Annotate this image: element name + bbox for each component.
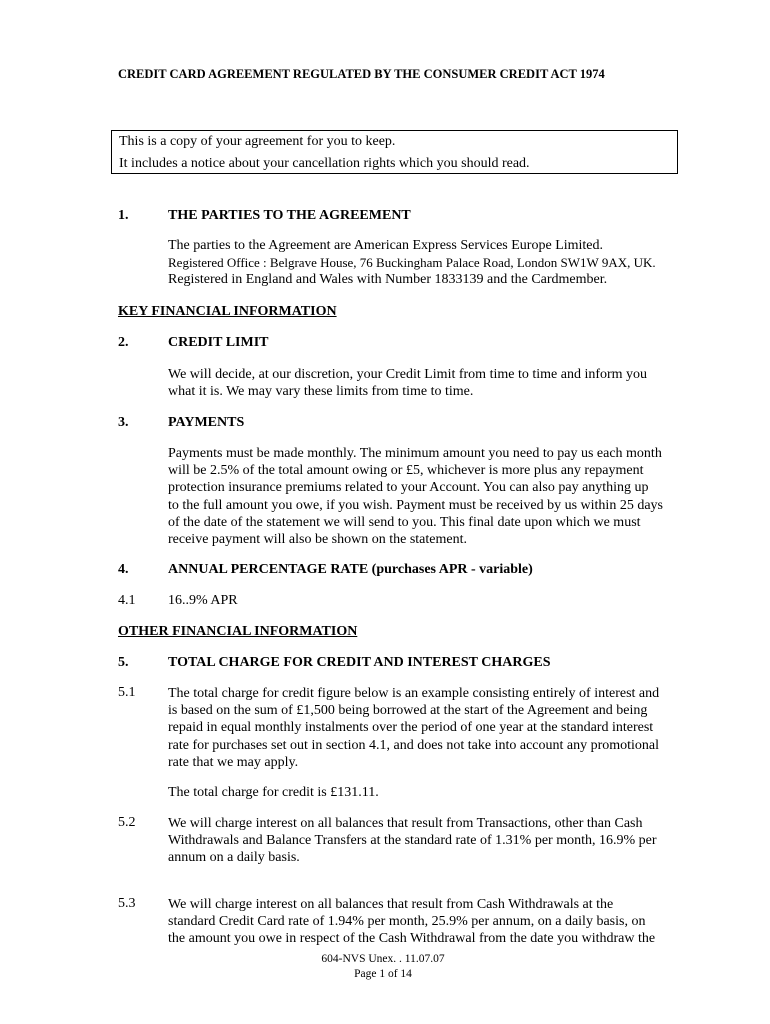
text-line: Payments must be made monthly. The minimum amount you need to pay us each month [168, 446, 662, 461]
page-footer [283, 952, 483, 982]
text-line: rate for purchases set out in section 4.1, and does not take into account any promotional [168, 737, 660, 753]
section-5-3-text [168, 896, 673, 948]
section-2-heading: CREDIT LIMIT [168, 335, 269, 350]
section-5-2-text [168, 815, 673, 867]
text-line: repaid in equal monthly instalments over the period of one year at the standard interest [168, 720, 654, 736]
other-financial-heading: OTHER FINANCIAL INFORMATION [118, 624, 358, 639]
apr-value: 16..9% APR [168, 593, 238, 608]
section-5-number: 5. [118, 655, 129, 670]
section-2-number: 2. [118, 335, 129, 350]
section-5-1-text [168, 685, 673, 771]
key-financial-heading: KEY FINANCIAL INFORMATION [118, 304, 337, 319]
text-line: We will charge interest on all balances that result from Cash Withdrawals at the [168, 897, 614, 912]
section-5-2-number: 5.2 [118, 815, 136, 830]
section-3-text [168, 445, 673, 548]
section-1-number: 1. [118, 208, 129, 223]
text-line: protection insurance premiums related to your Account. You can also pay anything up [168, 480, 649, 496]
text-line: of the date of the statement we will send to you. This final date upon which we must [168, 514, 641, 530]
text-line: annum on a daily basis. [168, 850, 300, 866]
section-4-1-number: 4.1 [118, 593, 136, 608]
text-line: The total charge for credit figure below is an example consisting entirely of interest and [168, 686, 660, 701]
text-line: rate that we may apply. [168, 754, 299, 770]
text-line: will be 2.5% of the total amount owing or £5, whichever is more plus any repayment [168, 463, 644, 479]
text-line: Registered Office : Belgrave House, 76 Buckingham Palace Road, London SW1W 9AX, UK. [168, 255, 656, 271]
section-2-text [168, 366, 673, 400]
page-number: Page 1 of 14 [354, 968, 412, 980]
text-line: Withdrawals and Balance Transfers at the standard rate of 1.31% per month, 16.9% per [168, 833, 657, 849]
notice-box [111, 130, 678, 174]
section-4-heading: ANNUAL PERCENTAGE RATE (purchases APR - variable) [168, 562, 533, 577]
total-charge-text: The total charge for credit is £131.11. [168, 785, 379, 800]
section-1-heading: THE PARTIES TO THE AGREEMENT [168, 208, 411, 223]
text-line: standard Credit Card rate of 1.94% per month, 25.9% per annum, on a daily basis, on [168, 914, 646, 930]
text-line: to the full amount you owe, if you wish. Payment must be received by us within 25 days [168, 497, 663, 513]
section-3-heading: PAYMENTS [168, 415, 245, 430]
text-line: what it is. We may vary these limits from time to time. [168, 384, 474, 400]
text-line: The parties to the Agreement are American Express Services Europe Limited. [168, 238, 604, 253]
footer-code: 604-NVS Unex. . 11.07.07 [321, 953, 445, 965]
text-line: the amount you owe in respect of the Cash Withdrawal from the date you withdraw the [168, 931, 656, 947]
notice-line: This is a copy of your agreement for you to keep. [119, 134, 396, 149]
text-line: We will decide, at our discretion, your Credit Limit from time to time and inform you [168, 367, 648, 382]
section-5-heading: TOTAL CHARGE FOR CREDIT AND INTEREST CHARGES [168, 655, 551, 670]
section-5-3-number: 5.3 [118, 896, 136, 911]
document-title: CREDIT CARD AGREEMENT REGULATED BY THE CONSUMER CREDIT ACT 1974 [118, 67, 605, 81]
section-3-number: 3. [118, 415, 129, 430]
section-5-1-number: 5.1 [118, 685, 136, 700]
text-line: is based on the sum of £1,500 being borrowed at the start of the Agreement and being [168, 703, 648, 719]
text-line: Registered in England and Wales with Number 1833139 and the Cardmember. [168, 272, 608, 288]
text-line: We will charge interest on all balances that result from Transactions, other than Cash [168, 816, 643, 831]
notice-line: It includes a notice about your cancellation rights which you should read. [119, 156, 530, 171]
section-4-number: 4. [118, 562, 129, 577]
text-line: receive payment will also be shown on the statement. [168, 532, 467, 548]
section-1-text [168, 237, 673, 289]
